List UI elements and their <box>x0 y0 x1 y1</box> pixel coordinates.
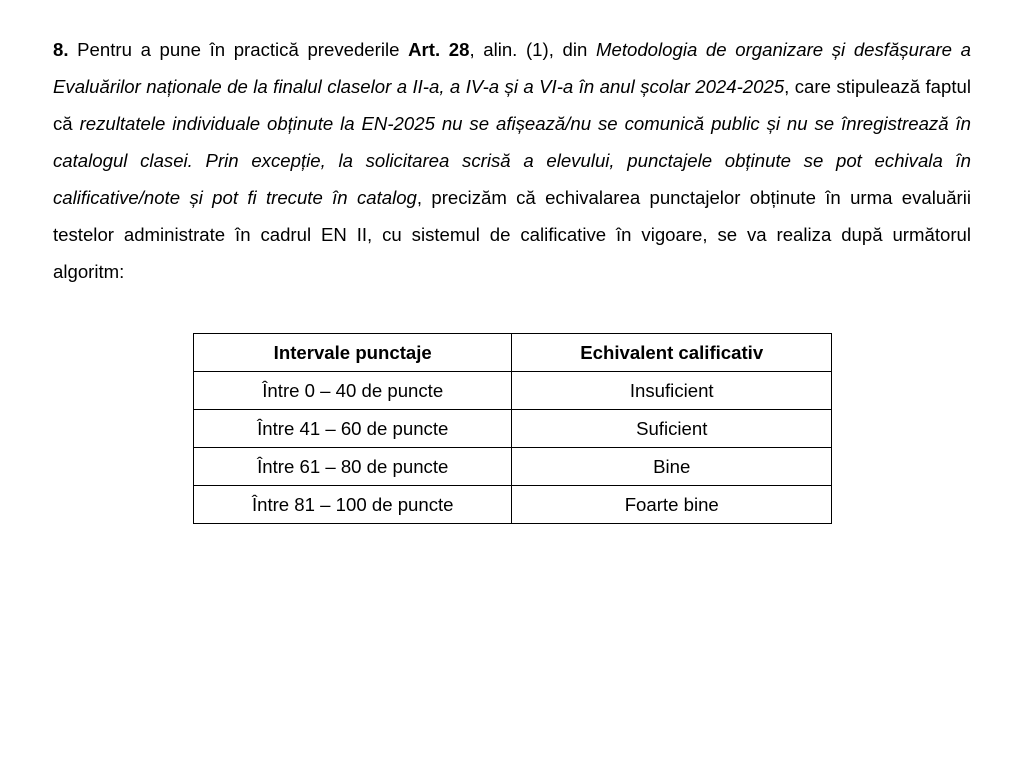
header-score-intervals: Intervale punctaje <box>194 334 512 372</box>
table-row <box>194 372 832 410</box>
grade-cell: Suficient <box>512 410 832 448</box>
score-interval-cell: Între 41 – 60 de puncte <box>194 410 512 448</box>
paragraph-text-3: , care stipulează faptul că <box>53 76 971 134</box>
paragraph-text-4: , precizăm că echivalarea punctajelor obținute în urma evaluării testelor administrate în cadrul EN II, cu sistemul de calificative în vigoare, se va realiza după următorul algoritm: <box>53 187 972 282</box>
table-header-row <box>194 334 832 372</box>
grade-cell: Bine <box>512 448 832 486</box>
table-row <box>194 448 832 486</box>
methodology-title: Metodologia de organizare și desfășurare a Evaluărilor naționale de la finalul claselor a II-a, a IV-a și a VI-a în anul școlar 2024-2025 <box>53 39 971 97</box>
score-interval-cell: Între 0 – 40 de puncte <box>194 372 512 410</box>
grade-cell: Insuficient <box>512 372 832 410</box>
score-equivalence-table <box>193 333 832 524</box>
table-row <box>194 410 832 448</box>
section-number: 8. <box>53 39 69 60</box>
grade-cell: Foarte bine <box>512 486 832 524</box>
paragraph-text-1: Pentru a pune în practică prevederile <box>68 39 409 60</box>
header-grade-equivalent: Echivalent calificativ <box>512 334 832 372</box>
score-interval-cell: Între 61 – 80 de puncte <box>194 448 512 486</box>
paragraph-text-2: , alin. (1), din <box>469 39 596 60</box>
section-8-paragraph <box>53 31 971 290</box>
article-reference: Art. 28 <box>408 39 470 60</box>
quoted-provision: rezultatele individuale obținute la EN-2025 nu se afișează/nu se comunică public și nu se înregistrează în catalogul clasei. Prin excepție, la solicitarea scrisă a elevului, punctajele obținute se pot echivala în calificative/note și pot fi trecute în catalog <box>53 113 971 208</box>
table-row <box>194 486 832 524</box>
score-interval-cell: Între 81 – 100 de puncte <box>194 486 512 524</box>
